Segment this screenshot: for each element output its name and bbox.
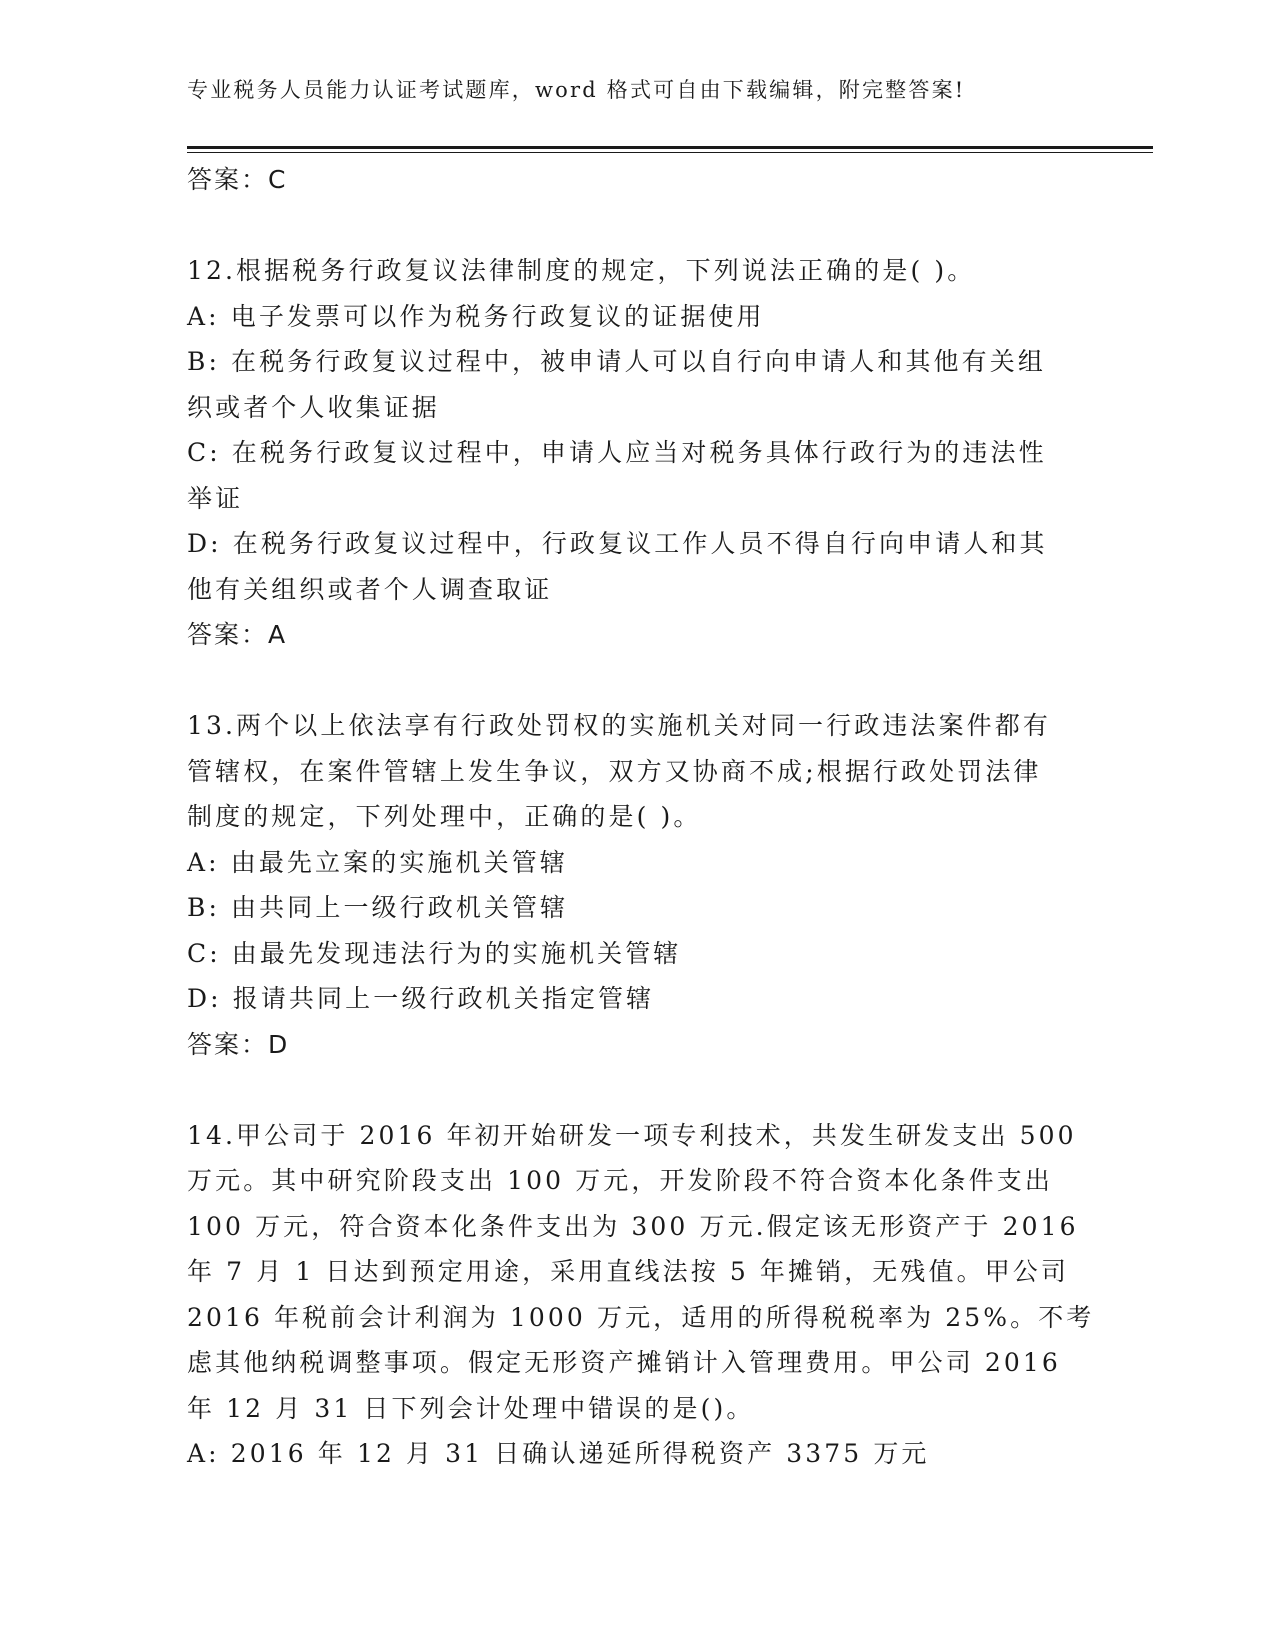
question-14-stem-cont: 100 万元，符合资本化条件支出为 300 万元.假定该无形资产于 2016 bbox=[187, 1211, 1079, 1241]
question-14 bbox=[187, 1113, 1095, 1477]
question-13-stem-cont: 制度的规定，下列处理中，正确的是( )。 bbox=[187, 802, 702, 831]
question-13-option-d: D: 报请共同上一级行政机关指定管辖 bbox=[187, 984, 655, 1013]
question-13-answer: 答案：D bbox=[187, 1029, 290, 1059]
question-14-stem-cont: 万元。其中研究阶段支出 100 万元，开发阶段不符合资本化条件支出 bbox=[187, 1166, 1053, 1195]
question-12-option-d: D: 在税务行政复议过程中，行政复议工作人员不得自行向申请人和其 bbox=[187, 529, 1048, 558]
question-12-option-b: B: 在税务行政复议过程中，被申请人可以自行向申请人和其他有关组 bbox=[187, 347, 1046, 376]
question-12-option-a: A: 电子发票可以作为税务行政复议的证据使用 bbox=[187, 301, 765, 331]
page-header: 专业税务人员能力认证考试题库，word 格式可自由下载编辑，附完整答案! bbox=[187, 78, 966, 102]
question-12-stem: 12.根据税务行政复议法律制度的规定，下列说法正确的是( )。 bbox=[187, 256, 976, 285]
question-12-option-d-cont: 他有关组织或者个人调查取证 bbox=[187, 574, 553, 604]
question-13 bbox=[187, 703, 1087, 1067]
question-14-option-a: A: 2016 年 12 月 31 日确认递延所得税资产 3375 万元 bbox=[187, 1439, 930, 1468]
question-14-stem: 14.甲公司于 2016 年初开始研发一项专利技术，共发生研发支出 500 bbox=[187, 1120, 1077, 1150]
question-13-option-a: A: 由最先立案的实施机关管辖 bbox=[187, 847, 568, 877]
question-12-option-c: C: 在税务行政复议过程中，申请人应当对税务具体行政行为的违法性 bbox=[187, 438, 1047, 467]
question-13-option-b: B: 由共同上一级行政机关管辖 bbox=[187, 893, 569, 922]
question-content bbox=[187, 157, 1095, 1477]
question-12-option-b-cont: 织或者个人收集证据 bbox=[187, 392, 440, 422]
spacer bbox=[187, 1067, 1087, 1113]
spacer bbox=[187, 658, 1087, 704]
question-13-stem-cont: 管辖权，在案件管辖上发生争议，双方又协商不成;根据行政处罚法律 bbox=[187, 756, 1042, 786]
question-14-stem-cont: 2016 年税前会计利润为 1000 万元，适用的所得税税率为 25%。不考 bbox=[187, 1302, 1095, 1332]
question-12 bbox=[187, 248, 1087, 658]
answer-previous-question: 答案：C bbox=[187, 165, 288, 194]
question-13-stem: 13.两个以上依法享有行政处罚权的实施机关对同一行政违法案件都有 bbox=[187, 711, 1051, 740]
question-12-option-c-cont: 举证 bbox=[187, 483, 244, 513]
spacer bbox=[187, 203, 1087, 249]
header-rule-thick bbox=[187, 146, 1153, 149]
question-13-option-c: C: 由最先发现违法行为的实施机关管辖 bbox=[187, 938, 682, 968]
question-12-answer: 答案：A bbox=[187, 620, 288, 649]
header-rule-thin bbox=[187, 152, 1153, 153]
question-14-stem-cont: 虑其他纳税调整事项。假定无形资产摊销计入管理费用。甲公司 2016 bbox=[187, 1348, 1061, 1377]
question-14-stem-cont: 年 12 月 31 日下列会计处理中错误的是()。 bbox=[187, 1393, 755, 1423]
question-14-stem-cont: 年 7 月 1 日达到预定用途，采用直线法按 5 年摊销，无残值。甲公司 bbox=[187, 1257, 1070, 1286]
